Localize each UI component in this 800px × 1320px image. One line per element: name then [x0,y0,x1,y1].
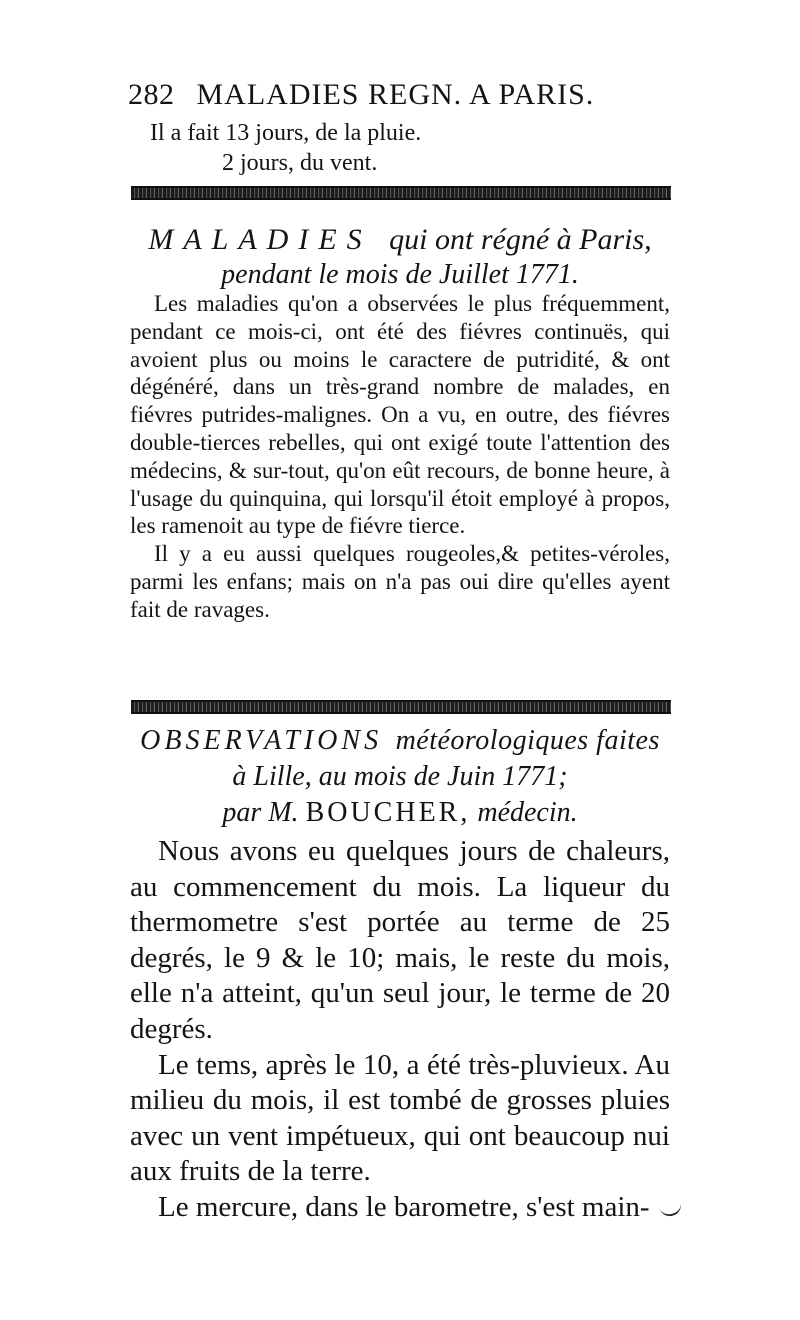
section-subheading: pendant le mois de Juillet 1771. [221,259,579,290]
paragraph: Le tems, après le 10, a été très-pluvieux. Au milieu du mois, il est tombé de grosses pluies avec un vent impétueux, qui ont beaucoup nui aux fruits de la terre. [130,1048,670,1188]
rain-days-line: Il a fait 13 jours, de la pluie. [150,120,422,146]
wind-days-line: 2 jours, du vent. [222,150,378,176]
running-header [128,78,688,112]
paragraph: Les maladies qu'on a observées le plus fréquemment, pendant ce mois-ci, ont été des fiévres continuës, qui avoient plus ou moins le caractere de putridité, & ont dégénéré, dans un très-grand nombre de malades, en fiévres putrides-malignes. On a vu, en outre, des fiévres double-tierces rebelles, qui ont exigé toute l'attention des médecins, & sur-tout, qu'on eût recours, de bonne heure, à l'usage du quinquina, qui lorsqu'il étoit employé à propos, les ramenoit au type de fiévre tierce. [130,291,670,539]
section-heading [130,724,670,758]
section-body [130,834,670,1226]
ornamental-rule [131,700,671,714]
paragraph: Le mercure, dans le barometre, s'est main- [158,1190,650,1223]
heading-keyword: MALADIES [148,223,372,256]
author-name: BOUCHER, [305,797,471,828]
ornamental-rule [131,186,671,200]
heading-text: qui ont régné à Paris, [389,223,652,256]
heading-keyword: OBSERVATIONS [140,725,383,756]
paragraph: Il y a eu aussi quelques rougeoles,& petites-véroles, parmi les enfans; mais on n'a pas oui dire qu'elles ayent fait de ravages. [130,541,670,622]
section-body [130,290,670,624]
author-prefix: par M. [222,797,299,828]
page-number: 282 [128,78,175,111]
section-subheading: à Lille, au mois de Juin 1771; [232,761,568,792]
running-title: MALADIES REGN. A PARIS. [196,78,595,111]
section-heading [130,222,670,258]
author-line [130,796,670,830]
author-title: médecin. [477,797,578,828]
paragraph: Nous avons eu quelques jours de chaleurs, au commencement du mois. La liqueur du thermometre s'est portée au terme de 25 degrés, le 9 & le 10; mais, le reste du mois, elle n'a atteint, qu'un seul jour, le terme de 20 degrés. [130,835,670,1045]
heading-text: météorologiques faites [395,725,660,756]
